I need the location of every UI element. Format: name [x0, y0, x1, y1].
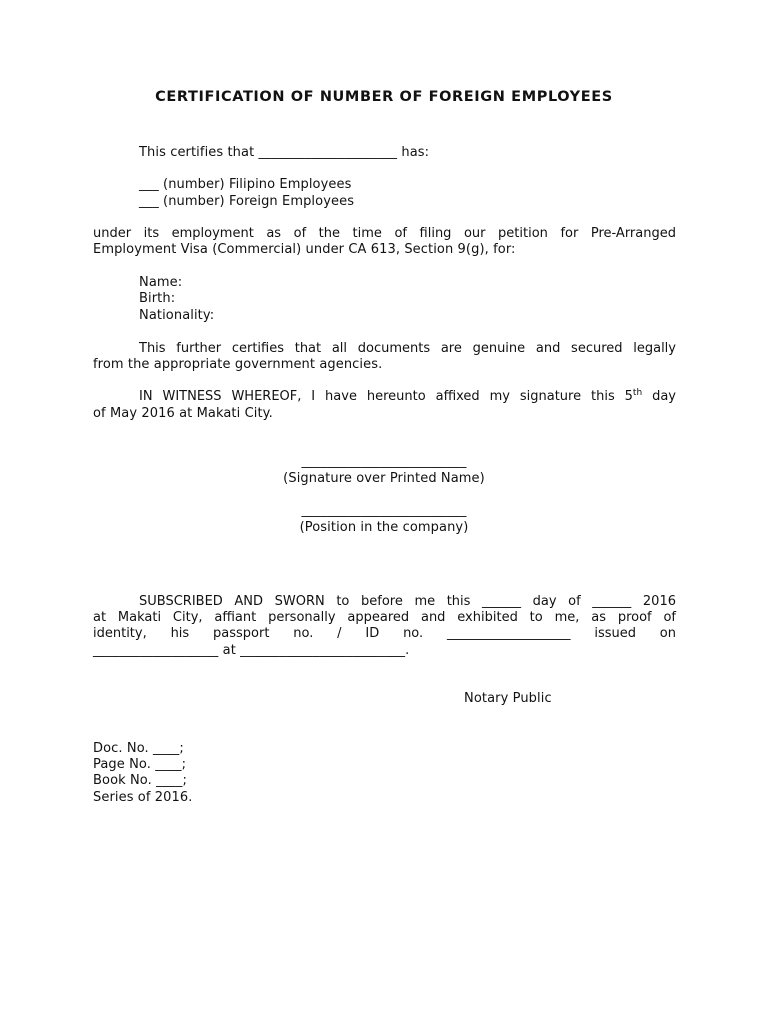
signature-label: (Signature over Printed Name)	[283, 471, 485, 486]
subscribed-line-1: SUBSCRIBED AND SWORN to before me this ______ day of ______ 2016	[139, 594, 676, 609]
witness-line-1	[139, 389, 676, 406]
doc-number-line: Doc. No. ____;	[93, 741, 184, 756]
witness-ordinal-sup: th	[632, 388, 643, 398]
document-title: CERTIFICATION OF NUMBER OF FOREIGN EMPLOYEES	[155, 89, 613, 105]
position-line: _________________________	[301, 503, 467, 518]
filipino-employees-line: ___ (number) Filipino Employees	[139, 177, 352, 192]
subscribed-line-4: ___________________ at _________________________.	[93, 643, 410, 658]
notary-public-label: Notary Public	[464, 691, 552, 706]
company-name-blank: _____________________	[258, 145, 398, 160]
nationality-field-label: Nationality:	[139, 308, 215, 323]
birth-field-label: Birth:	[139, 291, 176, 306]
subscribed-line-3: identity, his passport no. / ID no. ___________________ issued on	[93, 626, 676, 641]
signature-line: _________________________	[301, 454, 467, 469]
employment-line-1: under its employment as of the time of filing our petition for Pre-Arranged	[93, 226, 676, 241]
witness-text-b: day	[652, 389, 676, 404]
series-line: Series of 2016.	[93, 790, 193, 805]
employment-line-2: Employment Visa (Commercial) under CA 613, Section 9(g), for:	[93, 242, 516, 257]
witness-text-a: IN WITNESS WHEREOF, I have hereunto affixed my signature this 5	[139, 389, 633, 404]
certifies-line	[139, 145, 429, 161]
certifies-suffix: has:	[401, 145, 430, 160]
further-line-1: This further certifies that all documents are genuine and secured legally	[139, 341, 676, 356]
name-field-label: Name:	[139, 275, 183, 290]
further-line-2: from the appropriate government agencies.	[93, 357, 383, 372]
witness-line-2: of May 2016 at Makati City.	[93, 406, 273, 421]
book-number-line: Book No. ____;	[93, 773, 187, 788]
certifies-prefix: This certifies that	[139, 145, 255, 160]
position-label: (Position in the company)	[299, 520, 469, 535]
subscribed-line-2: at Makati City, affiant personally appeared and exhibited to me, as proof of	[93, 610, 676, 625]
foreign-employees-line: ___ (number) Foreign Employees	[139, 194, 355, 209]
page-number-line: Page No. ____;	[93, 757, 187, 772]
